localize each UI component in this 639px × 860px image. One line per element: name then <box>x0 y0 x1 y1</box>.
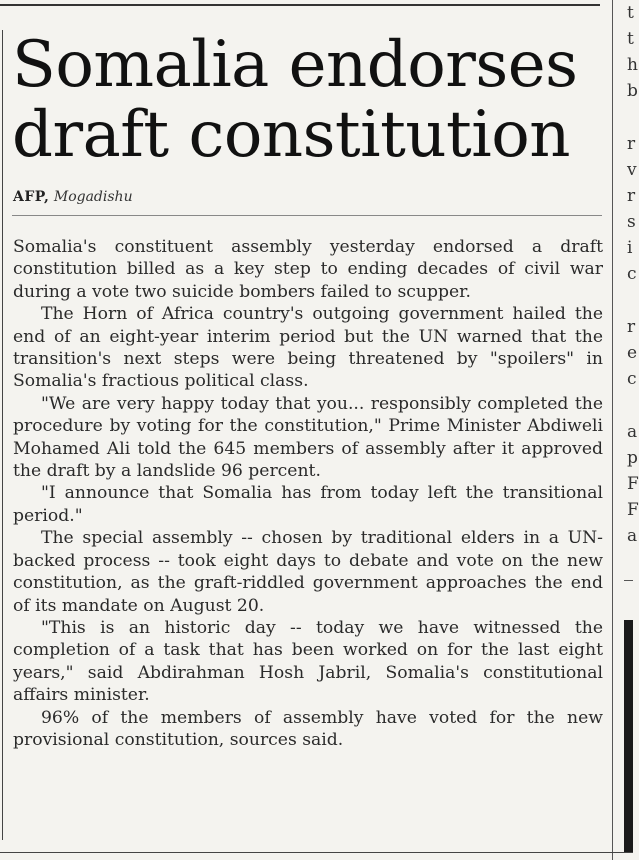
adjacent-letter: t <box>627 29 634 49</box>
article-paragraph: The Horn of Africa country's outgoing government hailed the end of an eight-year interim period but the UN warned that the transition's next steps were being threatened by "spoilers" in Somalia's fractious political class. <box>13 304 603 392</box>
adjacent-letter: p <box>627 448 638 468</box>
article-paragraph: 96% of the members of assembly have voted for the new provisional constitution, sources said. <box>13 707 603 750</box>
headline-line-2: draft constitution <box>12 98 570 172</box>
adjacent-letter: c <box>627 369 637 389</box>
article-headline <box>12 30 607 170</box>
column-divider <box>612 0 613 860</box>
adjacent-letter: F <box>627 500 639 520</box>
adjacent-letter: v <box>627 160 637 180</box>
adjacent-letter: c <box>627 264 637 284</box>
byline-rule <box>12 215 602 216</box>
top-rule <box>0 4 600 6</box>
byline-place: Mogadishu <box>53 189 133 205</box>
adjacent-letter: a <box>627 422 638 442</box>
adjacent-letter: a <box>627 526 638 546</box>
headline-line-1: Somalia endorses <box>12 28 578 102</box>
adjacent-letter: i <box>627 238 633 258</box>
byline-agency: AFP, <box>13 189 50 205</box>
adjacent-letter: t <box>627 3 634 23</box>
adjacent-column-rule <box>624 580 633 581</box>
adjacent-photo <box>624 620 633 852</box>
adjacent-letter: s <box>627 212 636 232</box>
article-paragraph: The special assembly -- chosen by traditional elders in a UN-backed process -- took eight days to debate and vote on the new constitution, as the graft-riddled government approaches the end of its mandate on August 20. <box>13 528 603 616</box>
article-body <box>13 236 603 751</box>
adjacent-letter: r <box>627 317 636 337</box>
adjacent-letter: e <box>627 343 638 363</box>
byline <box>13 189 133 205</box>
adjacent-letter: h <box>627 55 638 75</box>
adjacent-letter: F <box>627 474 639 494</box>
article-paragraph: Somalia's constituent assembly yesterday endorsed a draft constitution billed as a key step to ending decades of civil war during a vote two suicide bombers failed to scupper. <box>13 237 603 302</box>
bottom-rule <box>0 852 633 853</box>
adjacent-letter: r <box>627 134 636 154</box>
left-border <box>2 30 3 840</box>
adjacent-letter: r <box>627 186 636 206</box>
article-paragraph: "I announce that Somalia has from today left the transitional period." <box>13 483 603 526</box>
article-paragraph: "This is an historic day -- today we have witnessed the completion of a task that has been worked on for the last eight years," said Abdirahman Hosh Jabril, Somalia's constitutional affairs minister. <box>13 617 603 706</box>
adjacent-letter: b <box>627 81 638 101</box>
article-paragraph: "We are very happy today that you... responsibly completed the procedure by voting for the constitution," Prime Minister Abdiweli Mohamed Ali told the 645 members of assembly after it approved the draft by a landslide 96 percent. <box>13 393 603 482</box>
